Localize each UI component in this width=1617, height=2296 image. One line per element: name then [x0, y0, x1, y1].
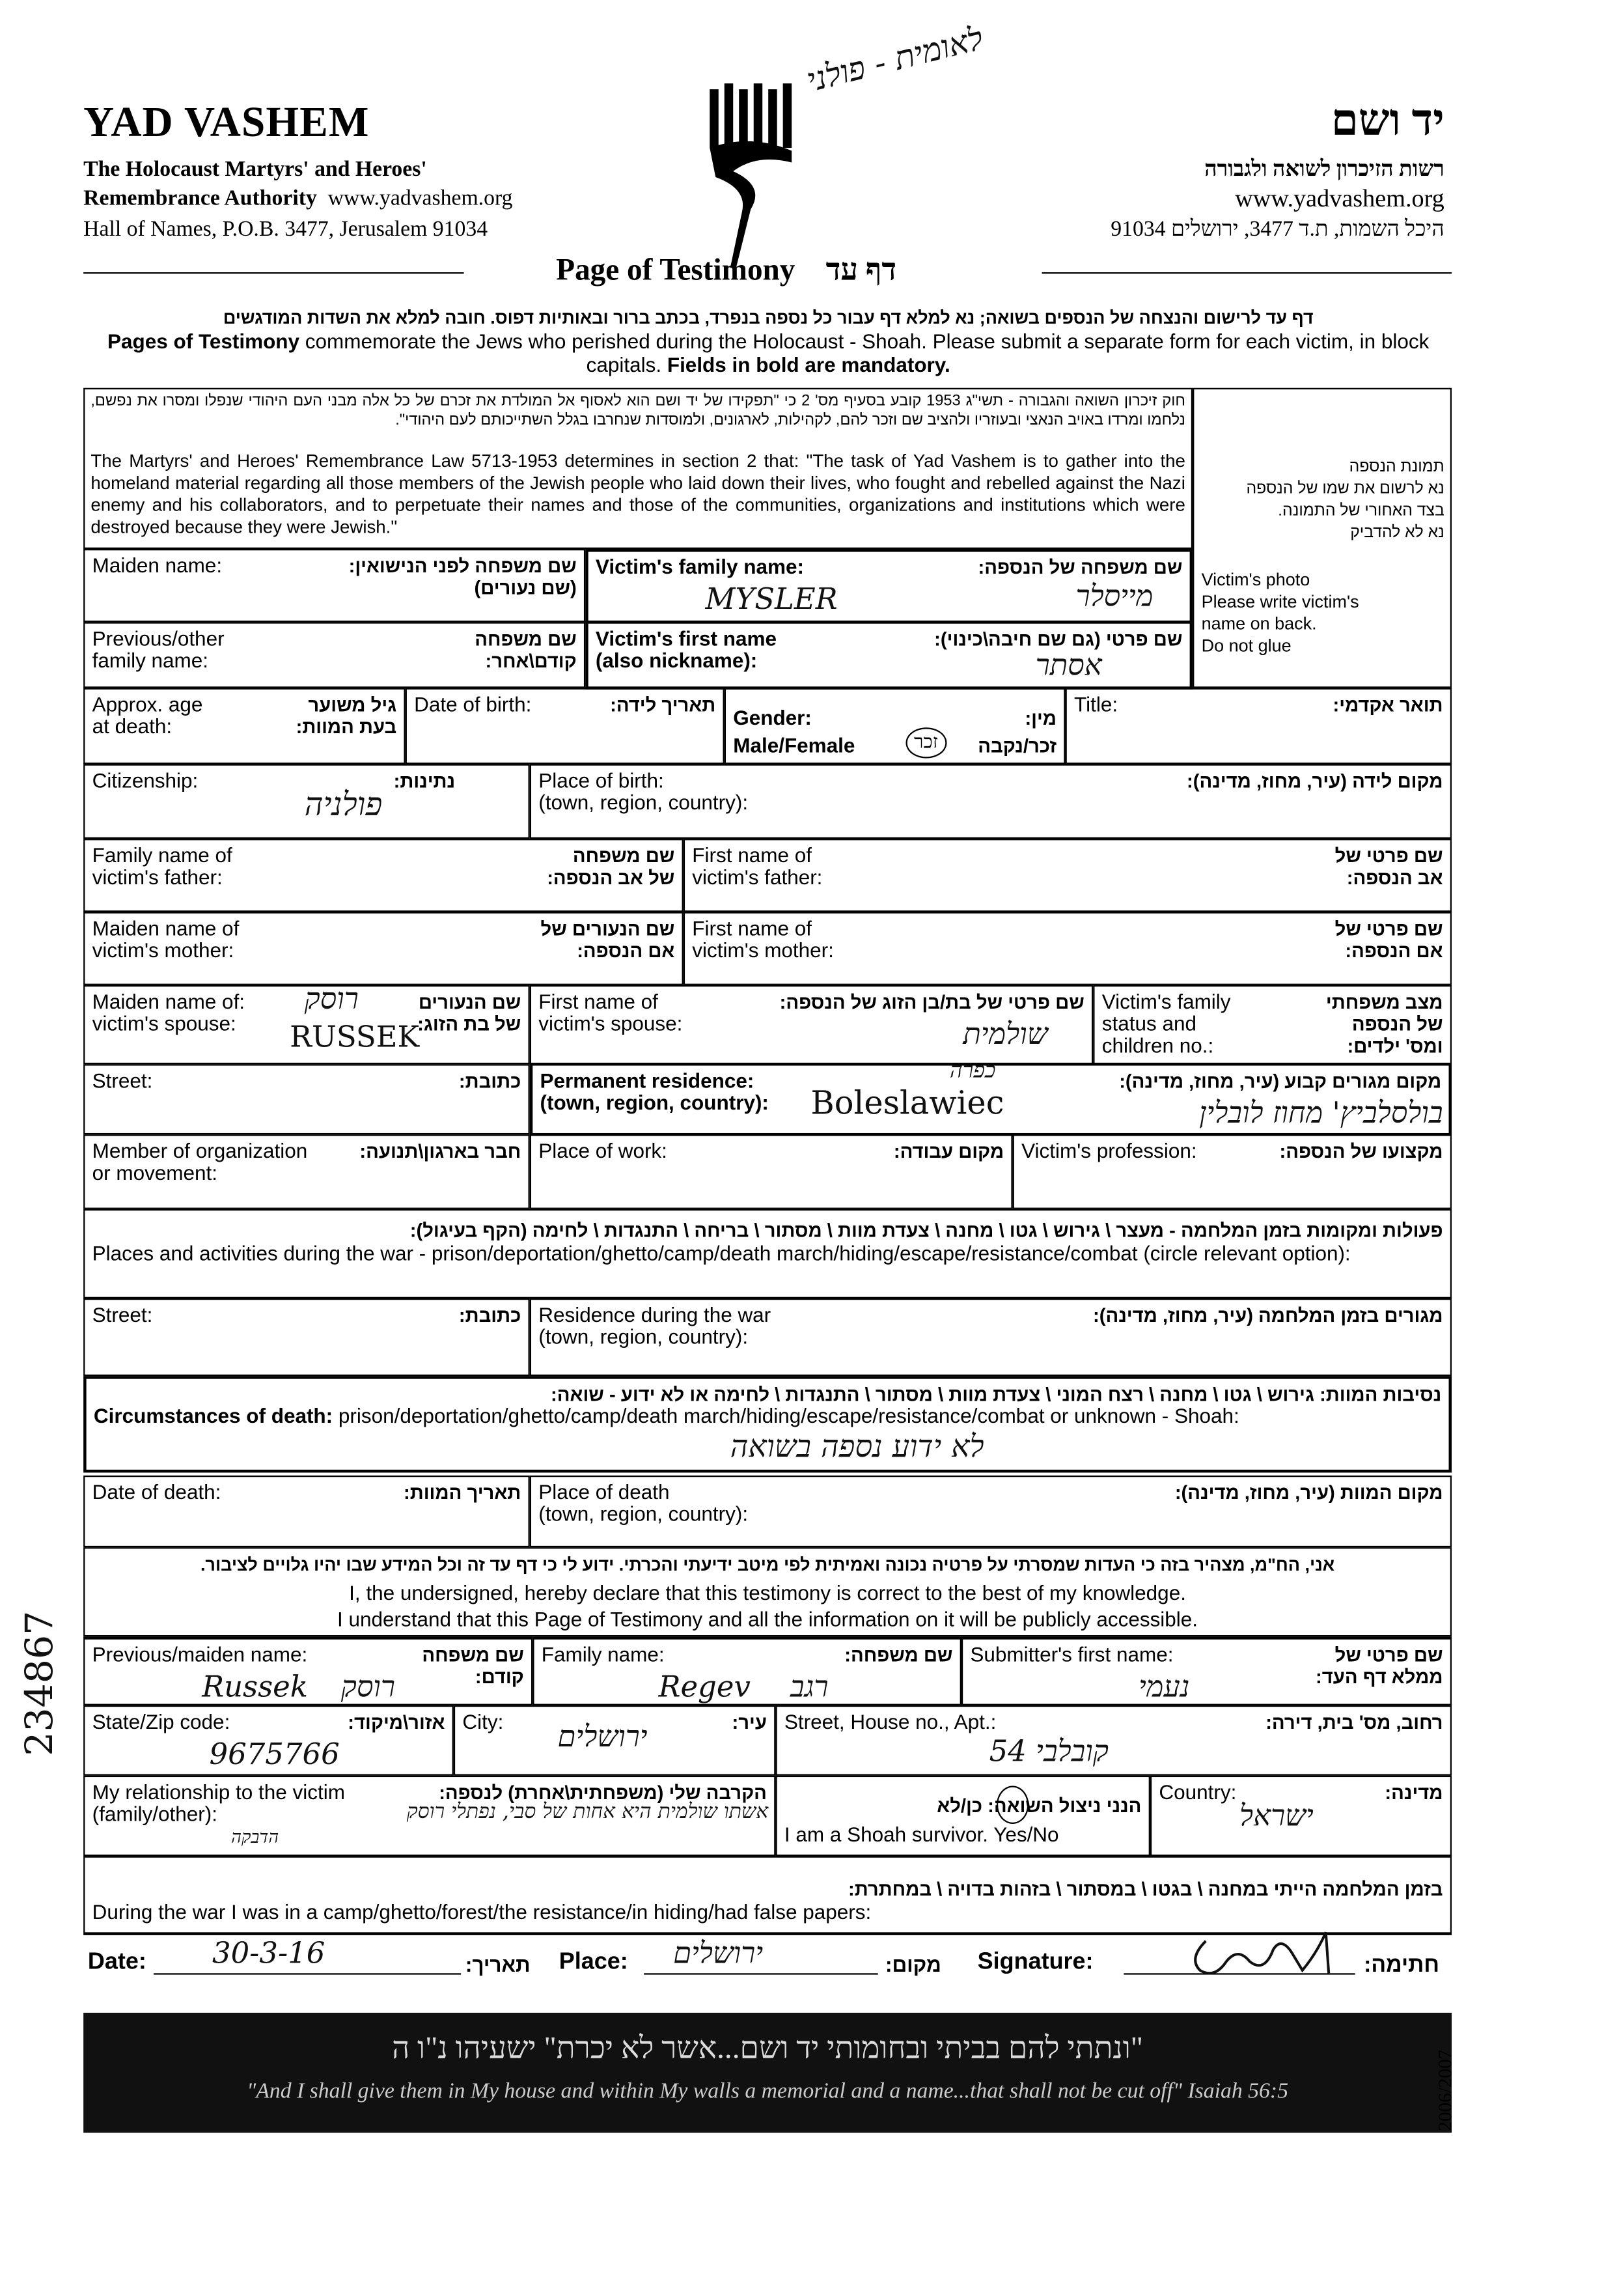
declaration-en-2: I understand that this Page of Testimony and all the information on it will be publicly accessible.	[337, 1607, 1198, 1631]
mother-maiden-name-field[interactable]	[83, 912, 684, 985]
label-en: Places and activities during the war - prison/deportation/ghetto/camp/death march/hiding/escape/resistance/combat (circle relevant option):	[92, 1241, 1351, 1265]
label-en: City:	[462, 1709, 504, 1733]
submitter-previous-name-field[interactable]	[83, 1636, 532, 1705]
page-title	[556, 252, 896, 288]
approx-age-field[interactable]	[83, 688, 406, 764]
label-en: Place of work:	[538, 1138, 667, 1162]
profession-field[interactable]	[1013, 1134, 1452, 1209]
label-he: שם פרטי של בת/בן הזוג של הנספה:	[779, 990, 1085, 1013]
label-en: First name of victim's mother:	[692, 916, 834, 962]
photo-instructions-en: Victim's photo Please write victim's name on back. Do not glue	[1201, 569, 1359, 656]
label-he: אזור\מיקוד:	[348, 1711, 445, 1733]
label-he: מקום המוות (עיר, מחוז, מדינה):	[1174, 1481, 1443, 1504]
label-he: תאריך המוות:	[404, 1481, 521, 1504]
previous-family-name-field[interactable]	[83, 622, 585, 688]
country-field[interactable]	[1150, 1776, 1452, 1856]
label-en: Member of organization or movement:	[92, 1138, 308, 1184]
divider-left	[83, 272, 463, 273]
intro-he: דף עד לרישום והנצחה של הנספים בשואה; נא למלא דף עבור כל נספה בנפרד, בכתב ברור ובאותיות דפוס. חובה למלא את השדות המודגשים	[223, 307, 1314, 328]
intro-en-bold-2: Fields in bold are mandatory.	[667, 352, 950, 376]
handwritten-side-number: 234867	[18, 1610, 62, 1756]
label-he: מצב משפחתי של הנספה ומס' ילדים:	[1325, 990, 1443, 1057]
label-en: Maiden name of victim's mother:	[92, 916, 240, 962]
label-he: עיר:	[732, 1711, 767, 1733]
law-text-en: The Martyrs' and Heroes' Remembrance Law 5713-1953 determines in section 2 that: "The task of Yad Vashem is to gather into the homeland material regarding all those members of the Jewish people who laid down their lives, who fought and rebelled against the Nazi enemy and his collaborators, and to perpetuate their names and those of the communities, organizations and institutions which were destroyed because they were Jewish."	[90, 451, 1185, 538]
label-he: מגורים בזמן המלחמה (עיר, מחוז, מדינה):	[1092, 1304, 1443, 1326]
wartime-residence-field[interactable]	[530, 1298, 1452, 1376]
value: לא ידוע נספה בשואה	[730, 1429, 984, 1464]
submitter-family-name-field[interactable]	[532, 1636, 961, 1705]
label-en: My relationship to the victim (family/other):	[92, 1780, 345, 1826]
label-he: שם הנעורים של אם הנספה:	[540, 917, 675, 962]
date-label: Date:	[87, 1950, 146, 1975]
footer-quote-band	[83, 2013, 1452, 2133]
org-address-he: היכל השמות, ת.ד 3477, ירושלים 91034	[1111, 217, 1444, 242]
label-he: שם משפחה של הנספה:	[978, 556, 1183, 578]
label-en: Victim's first name (also nickname):	[595, 626, 777, 672]
signature-label: Signature:	[977, 1950, 1094, 1975]
declaration-he: אני, הח"מ, מצהיר בזה כי העדות שמסרתי על פרטיה נכונה ואמיתית לפי מיטב ידיעתי והכרתי. ידוע לי כי דף עד זה וכל המידע שבו יהיו גלויים לציבור.	[200, 1554, 1335, 1575]
date-of-death-field[interactable]	[83, 1476, 530, 1547]
law-text-he: חוק זיכרון השואה והגבורה - תשי"ג 1953 קובע בסעיף מס' 2 כי "תפקידו של יד ושם הוא לאסוף אל המולדת את זכרם של כל אלה מבני העם היהודי שנפלו ומסרו את נפשם, נלחמו ומרדו באויב הנאצי ובעוזריו ולהציב שם וזכר להם, לקהילות, לארגונים, ולמוסדות שנחרבו בגלל השתייכותם לעם היהודי".	[90, 392, 1185, 429]
signature-label-he: חתימה:	[1364, 1952, 1439, 1978]
mother-first-name-field[interactable]	[684, 912, 1452, 985]
label-he: כתובת:	[458, 1070, 521, 1093]
submitter-first-name-field[interactable]	[961, 1636, 1452, 1705]
value-en: Boleslawiec	[810, 1086, 1004, 1123]
label-he: שם פרטי של אם הנספה:	[1334, 917, 1443, 962]
label-en: Street:	[92, 1069, 153, 1093]
label-en: Place of birth: (town, region, country):	[538, 768, 749, 814]
label-en: Permanent residence: (town, region, country):	[540, 1069, 769, 1114]
org-subtitle-2	[83, 188, 512, 212]
law-text-box	[83, 388, 1193, 549]
footer-quote-en: "And I shall give them in My house and within My walls a memorial and a name...that shall not be cut off" Isaiah 56:5	[247, 2080, 1289, 2104]
zip-code-field[interactable]	[83, 1705, 454, 1776]
org-subtitle-2-text: Remembrance Authority	[83, 187, 317, 211]
permanent-residence-field[interactable]	[530, 1057, 1452, 1136]
label-he: מדינה:	[1385, 1781, 1443, 1804]
value-he: בולסלביץ' מחוז לובלין	[1199, 1095, 1443, 1130]
label-he: הנני ניצול השואה: כן/לא	[937, 1795, 1142, 1817]
label-he: נתינות:	[393, 770, 456, 792]
org-url-he: www.yadvashem.org	[1235, 184, 1444, 212]
place-line[interactable]	[644, 1973, 878, 1974]
label-he: שם משפחה:	[844, 1644, 953, 1666]
label-he: שם פרטי של אב הנספה:	[1334, 845, 1443, 889]
relationship-field[interactable]	[83, 1776, 775, 1856]
label-he: גיל משוער בעת המוות:	[296, 693, 397, 738]
label-he: כתובת:	[458, 1304, 521, 1326]
street-field[interactable]	[83, 1064, 530, 1134]
label-en: Family name of victim's father:	[92, 843, 232, 889]
label-he: מקום עבודה:	[893, 1140, 1004, 1162]
wartime-submitter-field[interactable]	[83, 1856, 1452, 1935]
value: ירושלים	[557, 1718, 648, 1754]
label-he: חבר בארגון\תנועה:	[359, 1140, 521, 1162]
label-en: Place of death (town, region, country):	[538, 1479, 749, 1526]
intro-en-bold: Pages of Testimony	[107, 329, 300, 353]
place-value: ירושלים	[673, 1935, 764, 1970]
value-en: Russek	[202, 1668, 309, 1704]
page-title-en: Page of Testimony	[556, 251, 795, 287]
value-2: הדבקה	[231, 1827, 279, 1847]
yad-vashem-logo	[707, 81, 801, 271]
org-name-he: יד ושם	[1331, 96, 1444, 145]
label-en	[94, 1405, 1239, 1427]
org-address-en: Hall of Names, P.O.B. 3477, Jerusalem 91034	[83, 217, 488, 242]
date-line[interactable]	[154, 1973, 461, 1974]
city-field[interactable]	[454, 1705, 776, 1776]
wartime-street-field[interactable]	[83, 1298, 530, 1376]
place-of-birth-field[interactable]	[530, 764, 1452, 839]
label-he: רחוב, מס' בית, דירה:	[1265, 1711, 1443, 1733]
title-field[interactable]	[1066, 688, 1452, 764]
label-en: First name of victim's spouse:	[538, 989, 683, 1035]
org-url: www.yadvashem.org	[327, 187, 513, 211]
gender-field[interactable]	[725, 688, 1066, 764]
family-status-field[interactable]	[1093, 985, 1452, 1064]
value-he: רוסק	[304, 981, 359, 1016]
org-subtitle-1: The Holocaust Martyrs' and Heroes'	[83, 158, 427, 182]
label-en: Residence during the war (town, region, country):	[538, 1302, 771, 1349]
label-en: Previous/maiden name:	[92, 1642, 308, 1666]
label-he: שם משפחה קודם:	[422, 1644, 524, 1688]
declaration-box	[83, 1547, 1452, 1636]
label-he: מין: זכר/נקבה	[978, 707, 1057, 757]
label-he: שם פרטי של ממלא דף העד:	[1316, 1644, 1443, 1688]
date-value: 30-3-16	[212, 1935, 325, 1970]
label-en: Date of birth:	[414, 692, 532, 716]
value-he: רוסק	[340, 1668, 396, 1704]
place-label-he: מקום:	[885, 1952, 941, 1976]
value: ישראל	[1239, 1797, 1314, 1833]
label-en: Title:	[1074, 692, 1118, 716]
street-address-field[interactable]	[775, 1705, 1452, 1776]
label-he: הקרבה שלי (משפחתית\אחרת) לנספה:	[439, 1781, 767, 1804]
value: שולמית	[963, 1016, 1048, 1052]
value: פולניה	[304, 787, 383, 824]
signature-scribble	[1185, 1929, 1346, 1979]
value-en: Regev	[658, 1668, 751, 1704]
label-en: Approx. age at death:	[92, 692, 203, 738]
label-en: State/Zip code:	[92, 1709, 230, 1733]
label-he: שם משפחה קודם\אחר:	[475, 628, 577, 672]
label-he: שם הנעורים של בת הזוג:	[417, 990, 521, 1035]
label-en-bold: Circumstances of death:	[93, 1403, 333, 1427]
label-he: מקום לידה (עיר, מחוז, מדינה):	[1186, 770, 1443, 792]
divider-right	[1042, 272, 1452, 273]
handwritten-note-top: לאומית - פולני	[803, 21, 988, 101]
footer-quote-he: "ונתתי להם בביתי ובחומותי יד ושם...אשר לא יכרת" ישעיהו נ"ו ה	[392, 2030, 1144, 2065]
date-of-birth-field[interactable]	[406, 688, 725, 764]
label-en: I am a Shoah survivor. Yes/No	[784, 1822, 1059, 1846]
label-en-text: prison/deportation/ghetto/camp/death march/hiding/escape/resistance/combat or unknown - Shoah:	[333, 1403, 1239, 1427]
label-he: תאריך לידה:	[610, 693, 716, 716]
label-en: Citizenship:	[92, 768, 199, 792]
value-he: מייסלר	[1075, 578, 1154, 613]
value-he-note: כפרה	[949, 1057, 996, 1084]
wartime-activities-field[interactable]	[83, 1209, 1452, 1298]
label-en: Victim's family name:	[595, 554, 804, 578]
label-he: שם משפחה של אב הנספה:	[547, 845, 675, 889]
label-en: Date of death:	[92, 1479, 221, 1504]
declaration-en-1: I, the undersigned, hereby declare that this testimony is correct to the best of my knowledge.	[349, 1580, 1186, 1604]
organization-member-field[interactable]	[83, 1134, 530, 1209]
label-he: פעולות ומקומות בזמן המלחמה - מעצר \ גירוש \ גטו \ מחנה \ צעדת מוות \ מסתור \ בריחה \ התנגדות \ לחימה (הקף בעיגול):	[409, 1219, 1443, 1242]
date-label-he: תאריך:	[465, 1952, 531, 1976]
label-en: Street, House no., Apt.:	[784, 1709, 997, 1733]
label-he: שם משפחה לפני הנישואין: (שם נעורים)	[348, 554, 577, 599]
label-en: Family name:	[541, 1642, 665, 1666]
label-en: During the war I was in a camp/ghetto/forest/the resistance/in hiding/had false papers:	[92, 1899, 872, 1924]
org-name-en: YAD VASHEM	[83, 99, 370, 147]
label-en: Victim's family status and children no.:	[1101, 989, 1231, 1057]
label-en: Street:	[92, 1302, 153, 1326]
label-en: Maiden name of: victim's spouse:	[92, 989, 245, 1035]
shoah-survivor-field[interactable]	[775, 1776, 1150, 1856]
org-subtitle-he: רשות הזיכרון לשואה ולגבורה	[1204, 158, 1444, 182]
value: אשתו שולמית היא אחות של סבי, נפתלי רוסק	[406, 1800, 769, 1825]
label-en: Previous/other family name:	[92, 626, 225, 672]
value-en: MYSLER	[705, 581, 838, 617]
label-he: נסיבות המוות: גירוש \ גטו \ מחנה \ רצח המוני \ צעדת מוות \ מסתור \ התנגדות \ לחימה או לא ידוע - שואה:	[551, 1383, 1442, 1406]
survivor-no-circle	[997, 1786, 1029, 1824]
circumstances-of-death-field[interactable]	[83, 1376, 1452, 1472]
victim-photo-box[interactable]	[1193, 388, 1452, 688]
label-he: מקום מגורים קבוע (עיר, מחוז, מדינה):	[1119, 1070, 1442, 1093]
place-of-work-field[interactable]	[530, 1134, 1013, 1209]
page-title-he: דף עד	[825, 251, 897, 287]
label-he: תואר אקדמי:	[1333, 693, 1443, 716]
label-en: Submitter's first name:	[970, 1642, 1174, 1666]
maiden-name-field[interactable]	[83, 549, 585, 622]
form-number: 2006/2007	[1433, 2049, 1456, 2131]
value: אסתר	[1035, 647, 1102, 682]
label-he: מקצועו של הנספה:	[1279, 1140, 1443, 1162]
gender-value-circled: זכר	[905, 727, 947, 758]
victim-family-name-field[interactable]	[585, 549, 1193, 624]
victim-first-name-field[interactable]	[585, 621, 1193, 690]
spouse-first-name-field[interactable]	[530, 985, 1093, 1064]
intro-en	[88, 329, 1449, 376]
value-he: רגב	[790, 1668, 829, 1704]
citizenship-field[interactable]	[83, 764, 530, 839]
label-en: Country:	[1159, 1780, 1237, 1804]
place-label: Place:	[559, 1950, 628, 1975]
label-en: Gender: Male/Female	[733, 705, 855, 757]
photo-instructions-he: תמונת הנספה נא לרשום את שמו של הנספה בצד האחורי של התמונה. נא לא להדביק	[1246, 458, 1444, 542]
label-en: Victim's profession:	[1021, 1138, 1197, 1162]
father-family-name-field[interactable]	[83, 839, 684, 912]
spouse-maiden-name-field[interactable]	[83, 981, 530, 1064]
label-en: Maiden name:	[92, 553, 223, 577]
value: 9675766	[209, 1736, 340, 1772]
place-of-death-field[interactable]	[530, 1476, 1452, 1547]
value: קובלבי 54	[989, 1733, 1109, 1769]
value: נעמי	[1138, 1668, 1190, 1704]
label-he: שם פרטי (גם שם חיבה\כינוי):	[934, 628, 1183, 651]
label-he: בזמן המלחמה הייתי במחנה \ בגטו \ במסתור \ בזהות בדויה \ במחתרת:	[848, 1878, 1443, 1900]
intro-en-text: commemorate the Jews who perished during the Holocaust - Shoah. Please submit a separate form for each victim, in block capitals.	[299, 329, 1430, 376]
value-en: RUSSEK	[290, 1018, 420, 1054]
father-first-name-field[interactable]	[684, 839, 1452, 912]
label-en: First name of victim's father:	[692, 843, 823, 889]
